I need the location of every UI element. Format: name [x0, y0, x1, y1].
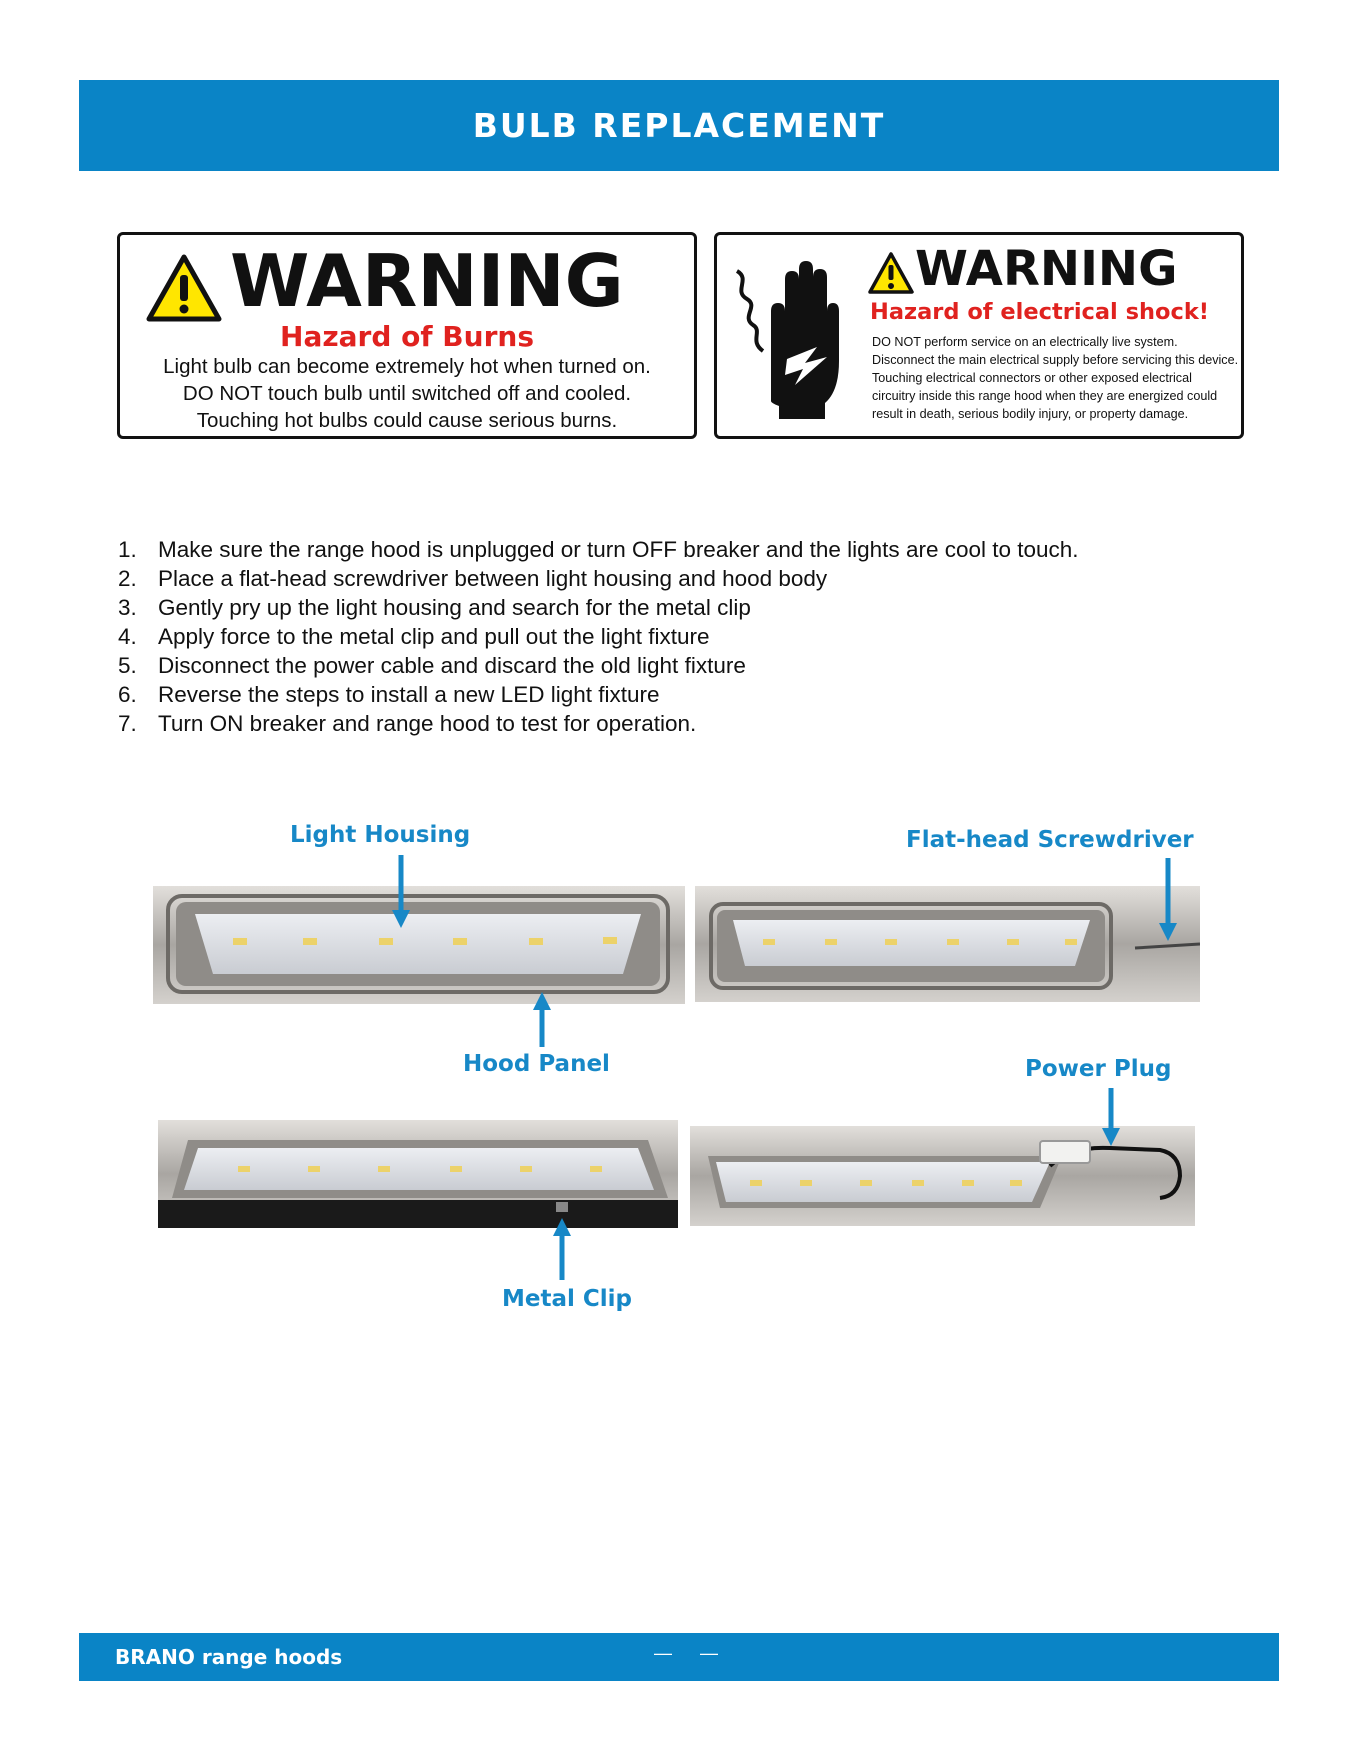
- list-item: 4. Apply force to the metal clip and pull out the light fixture: [118, 624, 710, 649]
- footer-divider: —: [700, 1643, 718, 1663]
- callout-metal-clip: Metal Clip: [502, 1286, 633, 1312]
- list-item: 5. Disconnect the power cable and discard the old light fixture: [118, 653, 746, 678]
- arrow-light-housing: [390, 855, 412, 930]
- warning-burns-line: Light bulb can become extremely hot when turned on.: [163, 355, 651, 378]
- warning-burns-heading: WARNING: [230, 239, 624, 323]
- warning-triangle-icon: [145, 253, 223, 323]
- warning-shock-line: DO NOT perform service on an electrically live system.: [872, 335, 1178, 349]
- arrow-metal-clip: [551, 1218, 573, 1280]
- warning-shock-line: Disconnect the main electrical supply before servicing this device.: [872, 353, 1239, 367]
- footer-divider: —: [654, 1643, 672, 1663]
- warning-shock-text: [872, 333, 1238, 423]
- footer-brand: BRANO range hoods: [115, 1645, 343, 1669]
- warning-burns-line: Touching hot bulbs could cause serious burns.: [196, 409, 618, 432]
- warning-shock-box: [714, 232, 1244, 439]
- list-item: 3. Gently pry up the light housing and search for the metal clip: [118, 595, 751, 620]
- warning-shock-subheading: Hazard of electrical shock!: [870, 299, 1210, 325]
- list-item: 2. Place a flat-head screwdriver between light housing and hood body: [118, 566, 828, 591]
- photo-flat-head-screwdriver: [695, 886, 1200, 1002]
- warning-burns-subheading: Hazard of Burns: [280, 320, 534, 353]
- warning-shock-line: result in death, serious bodily injury, or property damage.: [872, 407, 1189, 421]
- callout-light-housing: Light Housing: [290, 822, 471, 848]
- page-title: BULB REPLACEMENT: [472, 106, 886, 145]
- warning-burns-text: [120, 353, 694, 434]
- header-bar: [79, 80, 1279, 171]
- warning-burns-line: DO NOT touch bulb until switched off and cooled.: [182, 382, 632, 405]
- callout-screwdriver: Flat-head Screwdriver: [906, 827, 1194, 853]
- instruction-steps: [118, 535, 1079, 738]
- photo-metal-clip: [158, 1120, 678, 1228]
- footer-bar: [79, 1633, 1279, 1681]
- photo-light-housing: [153, 886, 685, 1004]
- list-item: 6. Reverse the steps to install a new LED light fixture: [118, 682, 660, 707]
- arrow-hood-panel: [531, 992, 553, 1047]
- warning-shock-heading: WARNING: [915, 241, 1178, 297]
- list-item: 1. Make sure the range hood is unplugged or turn OFF breaker and the lights are cool to touch.: [118, 537, 1079, 562]
- arrow-power-plug: [1100, 1088, 1122, 1148]
- warning-burns-box: [117, 232, 697, 439]
- list-item: 7. Turn ON breaker and range hood to test for operation.: [118, 711, 697, 736]
- callout-power-plug: Power Plug: [1025, 1056, 1172, 1082]
- warning-triangle-icon: [867, 251, 915, 295]
- electric-shock-hand-icon: [729, 251, 849, 421]
- warning-shock-line: Touching electrical connectors or other exposed electrical: [872, 371, 1192, 385]
- arrow-screwdriver: [1157, 858, 1179, 943]
- callout-hood-panel: Hood Panel: [463, 1051, 610, 1077]
- warning-shock-line: circuitry inside this range hood when they are energized could: [872, 389, 1218, 403]
